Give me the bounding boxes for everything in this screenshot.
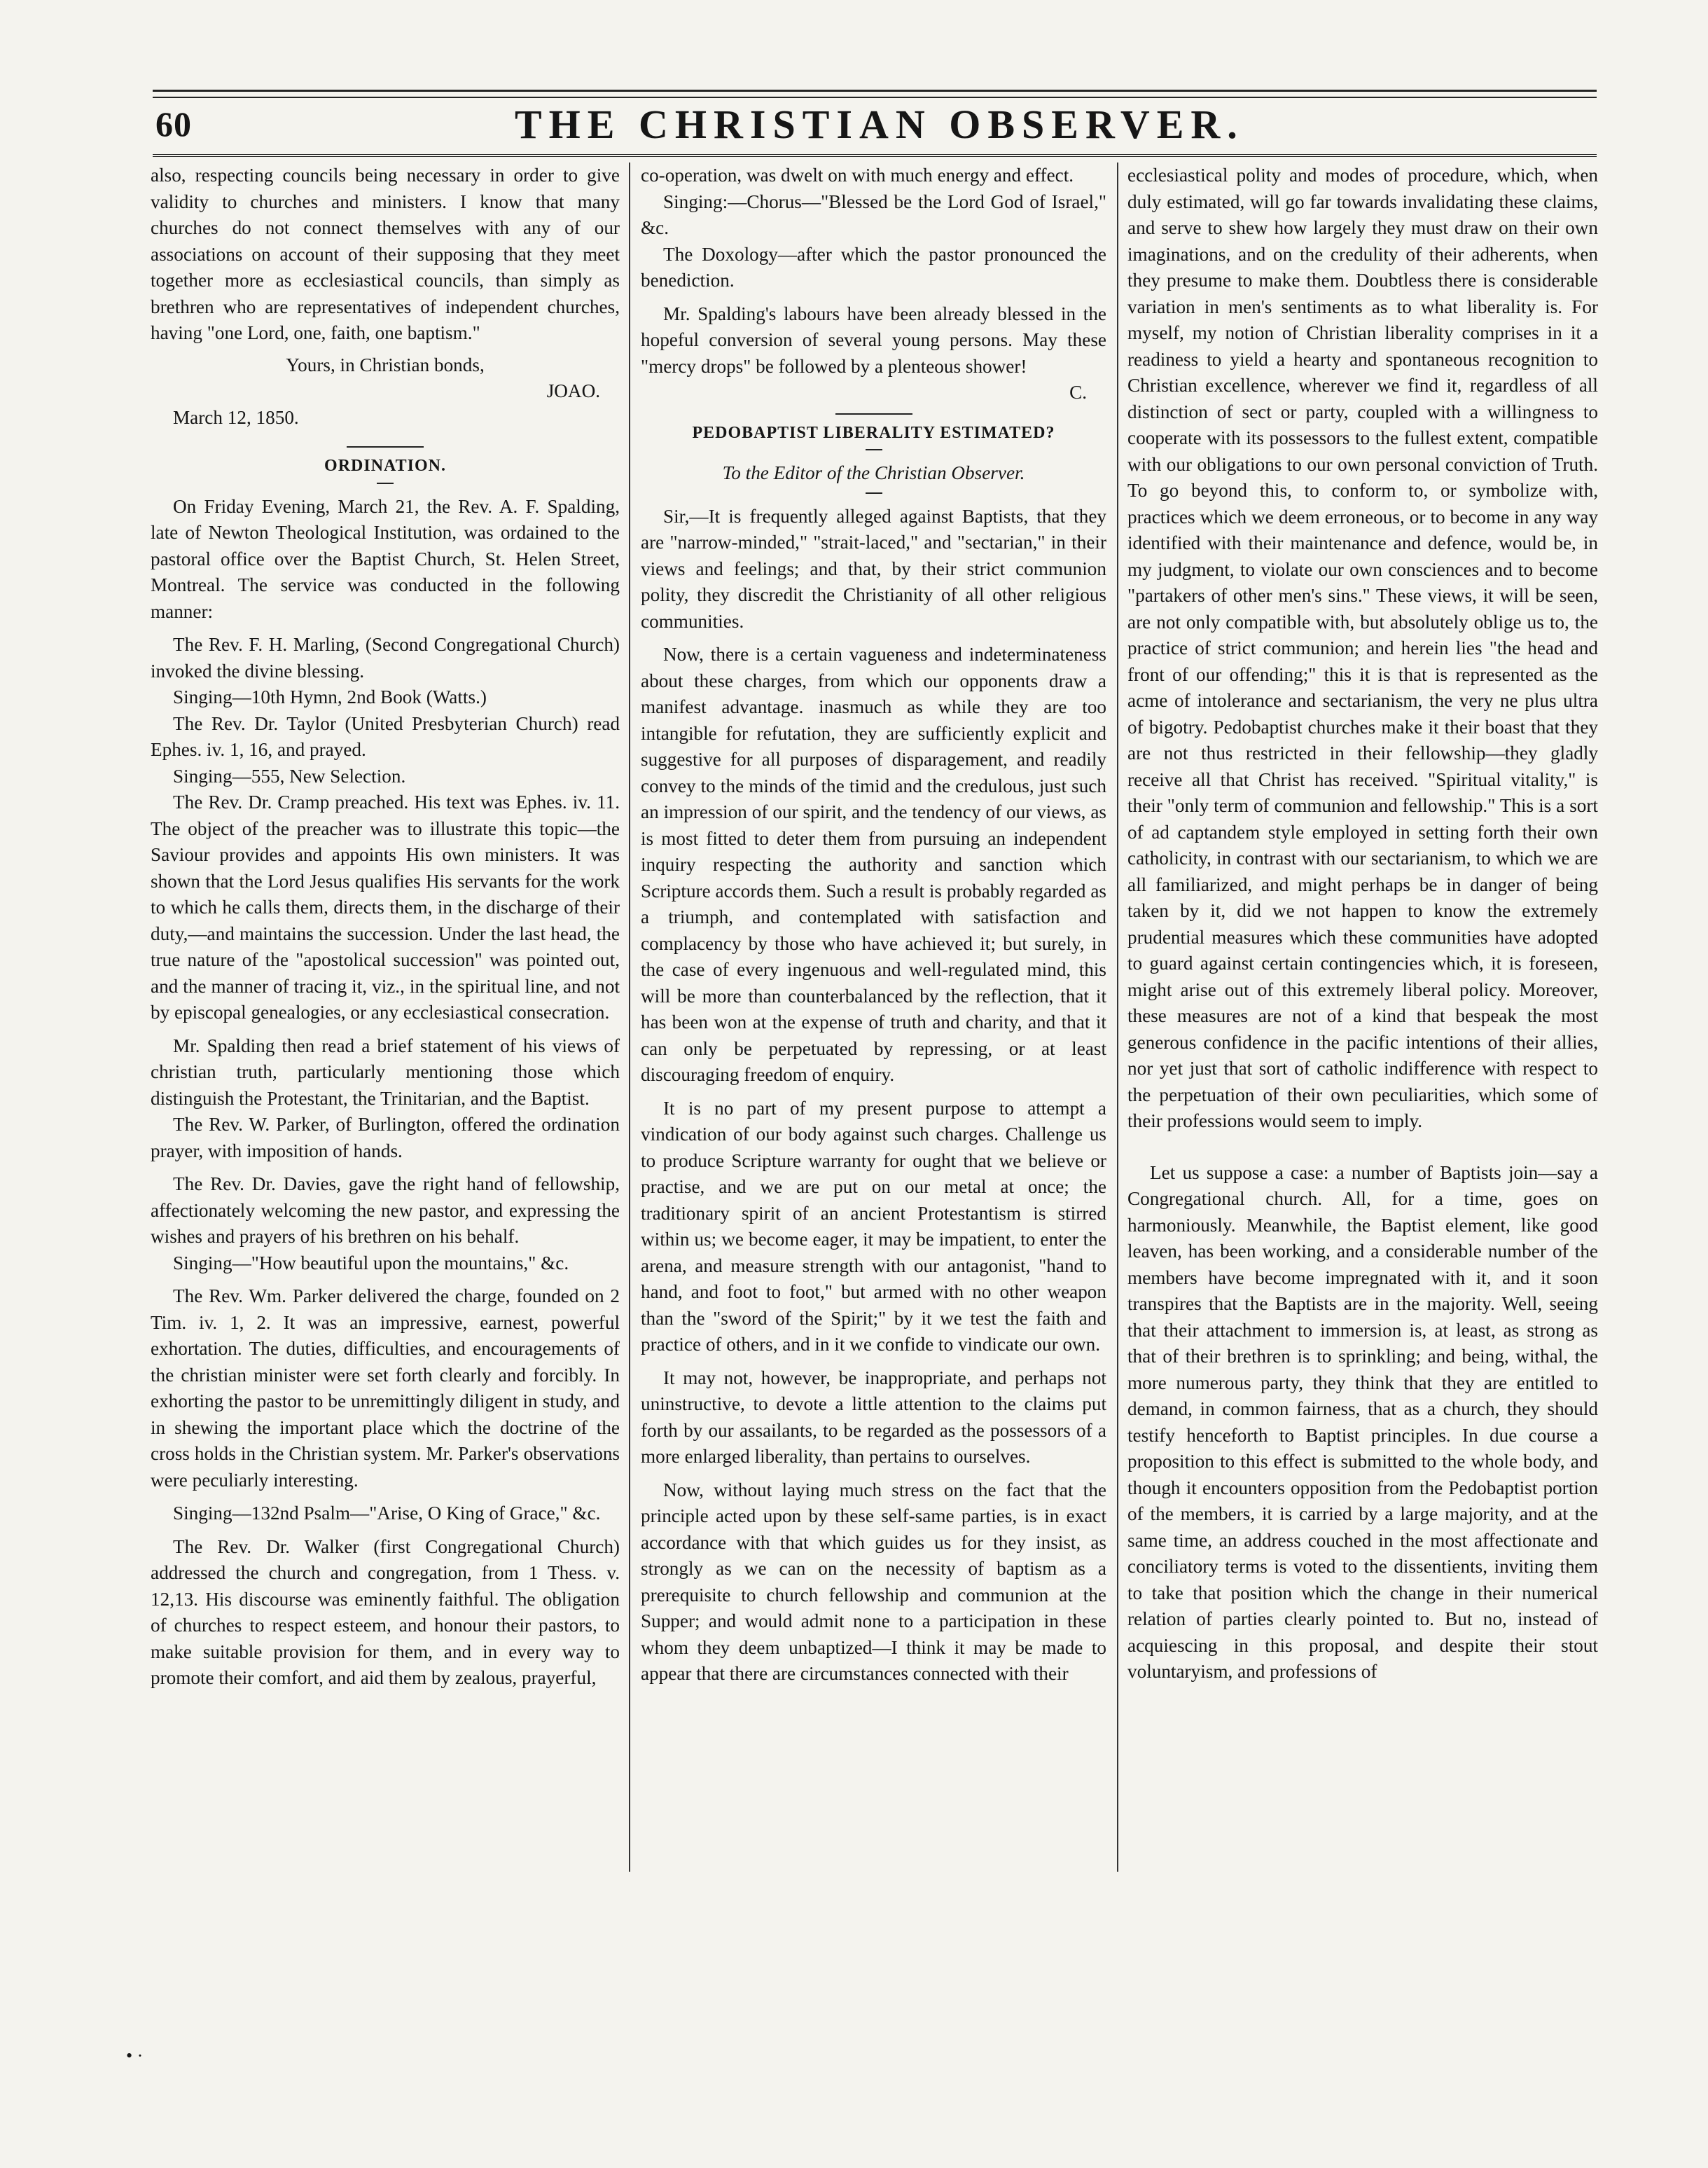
letter-closing: Yours, in Christian bonds, xyxy=(286,354,485,375)
paragraph: The Rev. W. Parker, of Burlington, offered the ordination prayer, with imposition of hands. xyxy=(151,1114,620,1161)
paragraph: Singing—10th Hymn, 2nd Book (Watts.) xyxy=(173,686,487,707)
paragraph: On Friday Evening, March 21, the Rev. A. F. Spalding, late of Newton Theological Institution, was ordained to the pastoral office over the Baptist Church, St. Helen Street, Montreal. The service was conducted in the following manner: xyxy=(151,495,620,622)
paragraph: The Doxology—after which the pastor pronounced the benediction. xyxy=(641,243,1106,291)
article-heading: PEDOBAPTIST LIBERALITY ESTIMATED? xyxy=(692,423,1055,442)
section-rule xyxy=(835,413,912,415)
ordination-heading: ORDINATION. xyxy=(324,457,446,475)
paragraph: co-operation, was dwelt on with much energy and effect. xyxy=(641,165,1074,186)
header-rule xyxy=(153,154,1597,157)
paragraph: Singing—132nd Psalm—"Arise, O King of Grace," &c. xyxy=(173,1503,601,1524)
column-divider xyxy=(629,163,630,1872)
paragraph: It may not, however, be inappropriate, and perhaps not uninstructive, to devote a little attention to the claims put forth by our assailants, to be regarded as the possessors of a more enlarged liberality, than pertains to ourselves. xyxy=(641,1367,1106,1467)
paragraph: Mr. Spalding's labours have been already blessed in the hopeful conversion of several young persons. May these "mercy drops" be followed by a plenteous shower! xyxy=(641,303,1106,377)
letter-ending: also, respecting councils being necessary in order to give validity to churches and ministers. I know that many churches do not connect themselves with any of our associations on account of their supposing that they meet together more as ecclesiastical councils, than simply as brethren who are representatives of independent churches, having "one Lord, one, faith, one baptism." xyxy=(151,165,620,343)
column-3 xyxy=(1127,163,1598,1685)
heading-dash xyxy=(866,492,882,494)
letter-date: March 12, 1850. xyxy=(173,406,299,428)
paragraph: Singing—555, New Selection. xyxy=(173,765,406,787)
letter-signature: JOAO. xyxy=(546,380,600,401)
section-rule xyxy=(347,446,424,448)
paragraph: Singing:—Chorus—"Blessed be the Lord God of Israel," &c. xyxy=(641,191,1106,238)
paragraph: The Rev. Dr. Walker (first Congregational Church) addressed the church and congregation, from 1 Thess. v. 12,13. His discourse was eminently faithful. The obligation of churches to respect esteem, and honour their pastors, to make suitable provision for them, and in every way to promote their comfort, and aid them by zealous, prayerful, xyxy=(151,1535,620,1688)
paragraph: The Rev. Dr. Taylor (United Presbyterian Church) read Ephes. iv. 1, 16, and prayed. xyxy=(151,712,620,760)
paragraph: Let us suppose a case: a number of Baptists join—say a Congregational church. All, for a time, goes on harmoniously. Meanwhile, the Baptist element, like good leaven, has been working, and a considerable number of the members have become impregnated with it, and it soon transpires that the Baptists are in the majority. Well, seeing that their attachment to immersion is, at least, as strong as that of their brethren is to sprinkling; and being, withal, the more numerous party, they think that they are entitled to demand, in common fairness, that as a church, they should testify henceforth to Baptist principles. In due course a proposition to this effect is submitted to the whole body, and though it encounters opposition from the Pedobaptist portion of the members, it is carried by a large majority, and at the same time, an address couched in the most affectionate and conciliatory terms is voted to the dissentients, inviting them to take that position which the change in their numerical relation of parties clearly pointed to. But no, instead of acquiescing in this proposal, and despite their stout voluntaryism, and professions of xyxy=(1127,1161,1598,1682)
page-number: 60 xyxy=(155,104,192,144)
page-specks: • · xyxy=(126,2045,144,2066)
paragraph: It is no part of my present purpose to attempt a vindication of our body against such charges. Challenge us to produce Scripture warranty for ought that we believe or practise, and we are put on our metal at once; the traditionary spirit of an ancient Protestantism is stirred within us; we become eager, it may be impatient, to enter the arena, and measure strength with our antagonist, "hand to hand, and foot to foot," but armed with no other weapon than the "sword of the Spirit;" by it we test the faith and practice of others, and in it we confide to vindicate our own. xyxy=(641,1097,1106,1355)
heading-dash xyxy=(377,483,394,484)
paragraph: ecclesiastical polity and modes of procedure, which, when duly estimated, will go far towards invalidating these claims, and serve to shew how largely they must draw on their own imaginations, and on the credulity of their adherents, when they presume to make them. Doubtless there is considerable variation in men's sentiments as to what liberality is. For myself, my notion of Christian liberality comprises in it a readiness to yield a hearty and spontaneous recognition to Christian excellence, wherever we find it, regardless of all distinction of sect or party, coupled with a willingness to cooperate with its possessors to the fullest extent, compatible with our obligations to our own personal conviction of Truth. To go beyond this, to conform to, or symbolize with, practices which we deem erroneous, or to become in any way identified with their maintenance and defence, would be, in my judgment, to violate our own consciences and to become "partakers of other men's sins." These views, it will be seen, are not only compatible with, but absolutely oblige us to, the practice of strict communion; and herein lies "the head and front of our offending;" this it is that is represented as the acme of intolerance and sectarianism, the very ne plus ultra of bigotry. Pedobaptist churches make it their boast that they are not thus restricted in their fellowship—they gladly receive all that Christ has received. "Spiritual vitality," is their "only term of communion and fellowship." This is a sort of ad captandem style employed in setting forth their own catholicity, in contrast with our sectarianism, to which we are all familiarized, and might perhaps be in danger of being taken by it, did we not happen to know the extremely prudential measures which these communities have adopted to guard against certain contingencies which, it is foreseen, might arise out of this extremely liberal policy. Moreover, these measures are not of a kind that bespeak the most generous confidence in the pacific intentions of their allies, nor yet just that sort of catholic indifference with respect to the perpetuation of their own peculiarities, which some of their professions would seem to imply. xyxy=(1127,165,1598,1131)
paragraph: Now, there is a certain vagueness and indeterminateness about these charges, from which our opponents draw a manifest advantage. inasmuch as while they are too intangible for refutation, they are sufficiently explicit and suggestive for all purposes of disparagement, and readily convey to the minds of the timid and the credulous, just such an impression of our spirit, and the tendency of our views, as is most fitted to deter them from pursuing an independent inquiry respecting the authority and sanction which Scripture accords them. Such a result is probably regarded as a triumph, and contemplated with satisfaction and complacency by those who have achieved it; but surely, in the case of every ingenuous and well-regulated mind, this will be more than counterbalanced by the reflection, that it has been won at the expense of truth and charity, and that it can only be perpetuated by repressing, or at least discouraging freedom of enquiry. xyxy=(641,644,1106,1085)
column-2 xyxy=(641,163,1106,1687)
paragraph: The Rev. Wm. Parker delivered the charge, founded on 2 Tim. iv. 1, 2. It was an impressive, earnest, powerful exhortation. The duties, difficulties, and encouragements of the christian minister were set forth clearly and forcibly. In exhorting the pastor to be unremittingly diligent in study, and in shewing the important place which the doctrine of the cross holds in the Christian system. Mr. Parker's observations were peculiarly interesting. xyxy=(151,1285,620,1491)
signature: C. xyxy=(1069,382,1087,403)
paragraph: Singing—"How beautiful upon the mountains," &c. xyxy=(173,1252,569,1273)
top-rule xyxy=(153,90,1597,98)
article-subheading: To the Editor of the Christian Observer. xyxy=(722,462,1025,483)
column-1 xyxy=(151,163,620,1692)
paragraph: Sir,—It is frequently alleged against Baptists, that they are "narrow-minded," "strait-laced," and "sectarian," in their views and feelings; and that, by their strict communion polity, they discredit the Christianity of all other religious communities. xyxy=(641,505,1106,632)
masthead-title: THE CHRISTIAN OBSERVER. xyxy=(515,102,1244,147)
paragraph: The Rev. Dr. Cramp preached. His text was Ephes. iv. 11. The object of the preacher was to illustrate this topic—the Saviour provides and appoints His own ministers. It was shown that the Lord Jesus qualifies His servants for the work to which he calls them, directs them, in the discharge of their duty,—and maintains the succession. Under the last head, the true nature of the "apostolical succession" was pointed out, and the manner of tracing it, viz., in the spiritual line, and not by episcopal genealogies, or any ecclesiastical consecration. xyxy=(151,792,620,1023)
paragraph: Now, without laying much stress on the fact that the principle acted upon by these self-same parties, is in exact accordance with that which guides us for they insist, as strongly as we can on the necessity of baptism as a prerequisite to church fellowship and communion at the Supper; and would admit none to a participation in these whom they deem unbaptized—I think it may be made to appear that there are circumstances connected with their xyxy=(641,1479,1106,1684)
paragraph: The Rev. F. H. Marling, (Second Congregational Church) invoked the divine blessing. xyxy=(151,634,620,682)
paragraph: Mr. Spalding then read a brief statement of his views of christian truth, particularly mentioning those which distinguish the Protestant, the Trinitarian, and the Baptist. xyxy=(151,1035,620,1109)
column-divider xyxy=(1117,163,1118,1872)
paragraph: The Rev. Dr. Davies, gave the right hand of fellowship, affectionately welcoming the new pastor, and expressing the wishes and prayers of his brethren on his behalf. xyxy=(151,1173,620,1247)
heading-dash xyxy=(866,449,882,450)
